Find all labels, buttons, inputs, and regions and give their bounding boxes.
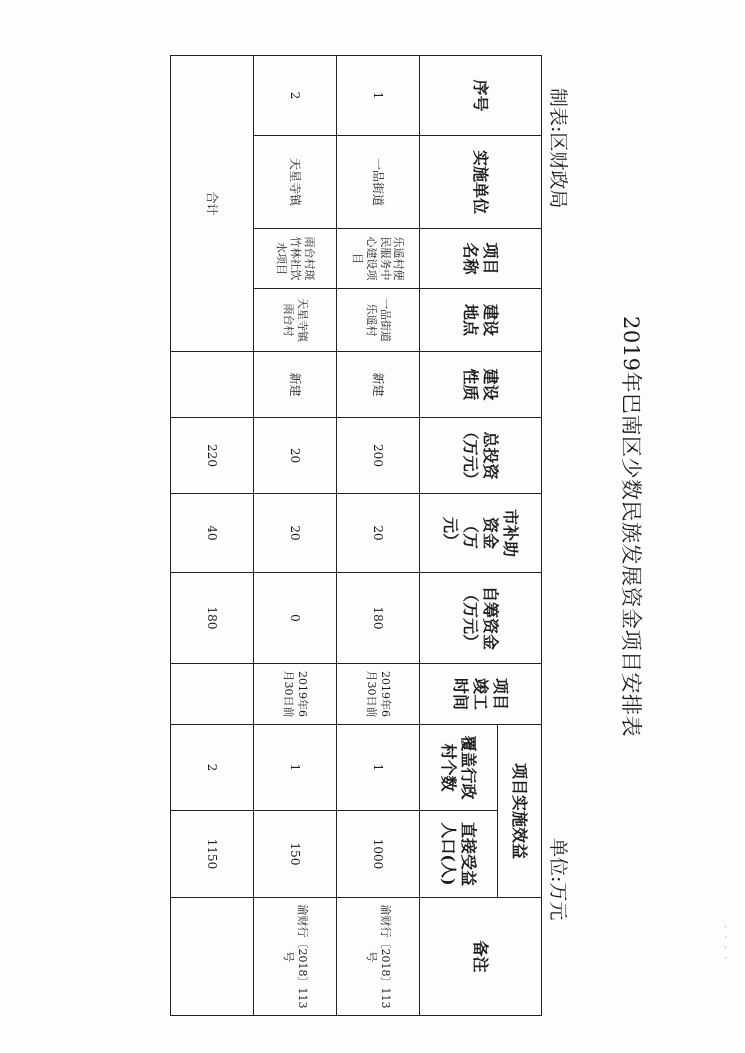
cell-remark: 渝财行〔2018〕113号 bbox=[337, 898, 420, 1016]
header-row-1 bbox=[498, 56, 542, 1016]
total-completion bbox=[171, 664, 254, 725]
header-nature bbox=[420, 352, 542, 418]
header-completion-text: 项目竣工时间 bbox=[451, 677, 511, 710]
header-subsidy bbox=[420, 494, 542, 573]
document-title: 2019年巴南区少数民族发展资金项目安排表 bbox=[619, 316, 643, 737]
cell-name-text: 雨台村斑竹林社饮水项目 bbox=[275, 236, 316, 281]
total-remark bbox=[171, 898, 254, 1016]
total-population: 1150 bbox=[171, 811, 254, 898]
cell-villages: 1 bbox=[254, 725, 337, 811]
header-total-text: 总投资（万元） bbox=[461, 423, 501, 488]
header-self-text: 自筹资金（万元） bbox=[461, 585, 501, 650]
total-total: 220 bbox=[171, 418, 254, 494]
header-nature-text: 建设性质 bbox=[461, 368, 501, 401]
header-self bbox=[420, 573, 542, 664]
cell-population: 1000 bbox=[337, 811, 420, 898]
table-row bbox=[254, 56, 337, 1016]
total-nature bbox=[171, 352, 254, 418]
header-benefit: 项目实施效益 bbox=[498, 725, 542, 898]
cell-total: 20 bbox=[254, 418, 337, 494]
total-subsidy: 40 bbox=[171, 494, 254, 573]
cell-location bbox=[254, 289, 337, 352]
header-remark: 备注 bbox=[420, 898, 542, 1016]
cell-subsidy: 20 bbox=[254, 494, 337, 573]
header-completion bbox=[420, 664, 542, 725]
header-location-text: 建设地点 bbox=[461, 303, 501, 336]
cell-completion-text: 2019年6月30日前 bbox=[282, 670, 309, 718]
cell-nature: 新建 bbox=[337, 352, 420, 418]
cell-population: 150 bbox=[254, 811, 337, 898]
header-name bbox=[420, 229, 542, 289]
header-population bbox=[420, 811, 498, 898]
cell-villages: 1 bbox=[337, 725, 420, 811]
cell-self: 0 bbox=[254, 573, 337, 664]
cell-self: 180 bbox=[337, 573, 420, 664]
cell-location bbox=[337, 289, 420, 352]
cell-completion-text: 2019年6月30日前 bbox=[365, 670, 392, 718]
cell-nature: 新建 bbox=[254, 352, 337, 418]
total-villages: 2 bbox=[171, 725, 254, 811]
cell-completion bbox=[337, 664, 420, 725]
maker-label: 制表:区财政局 bbox=[547, 88, 569, 209]
cell-completion bbox=[254, 664, 337, 725]
cell-remark: 渝财行〔2018〕113号 bbox=[254, 898, 337, 1016]
cell-seq: 1 bbox=[337, 56, 420, 136]
header-villages bbox=[420, 725, 498, 811]
cell-unit: 一品街道 bbox=[337, 136, 420, 229]
cell-unit: 天星寺镇 bbox=[254, 136, 337, 229]
header-seq: 序号 bbox=[420, 56, 542, 136]
header-unit: 实施单位 bbox=[420, 136, 542, 229]
header-total bbox=[420, 418, 542, 494]
table-row bbox=[337, 56, 420, 1016]
cell-name bbox=[337, 229, 420, 289]
cell-location-text: 一品街道乐遥村 bbox=[365, 298, 392, 342]
scan-marks: · · · · bbox=[719, 925, 730, 962]
cell-subsidy: 20 bbox=[337, 494, 420, 573]
project-table bbox=[170, 55, 542, 1016]
cell-location-text: 天星寺镇雨台村 bbox=[282, 298, 309, 342]
cell-total: 200 bbox=[337, 418, 420, 494]
header-population-text: 直接受益人口(人) bbox=[439, 821, 479, 886]
cell-name-text: 乐遥村便民服务中心建设项目 bbox=[351, 236, 406, 281]
total-label: 合计 bbox=[171, 56, 254, 352]
unit-label: 单位:万元 bbox=[547, 838, 569, 921]
total-row bbox=[171, 56, 254, 1016]
header-subsidy-text: 市补助资金（万元） bbox=[441, 508, 521, 557]
cell-seq: 2 bbox=[254, 56, 337, 136]
header-location bbox=[420, 289, 542, 352]
header-name-text: 项目名称 bbox=[461, 242, 501, 275]
cell-name bbox=[254, 229, 337, 289]
total-self: 180 bbox=[171, 573, 254, 664]
header-villages-text: 覆盖行政村个数 bbox=[439, 735, 479, 800]
